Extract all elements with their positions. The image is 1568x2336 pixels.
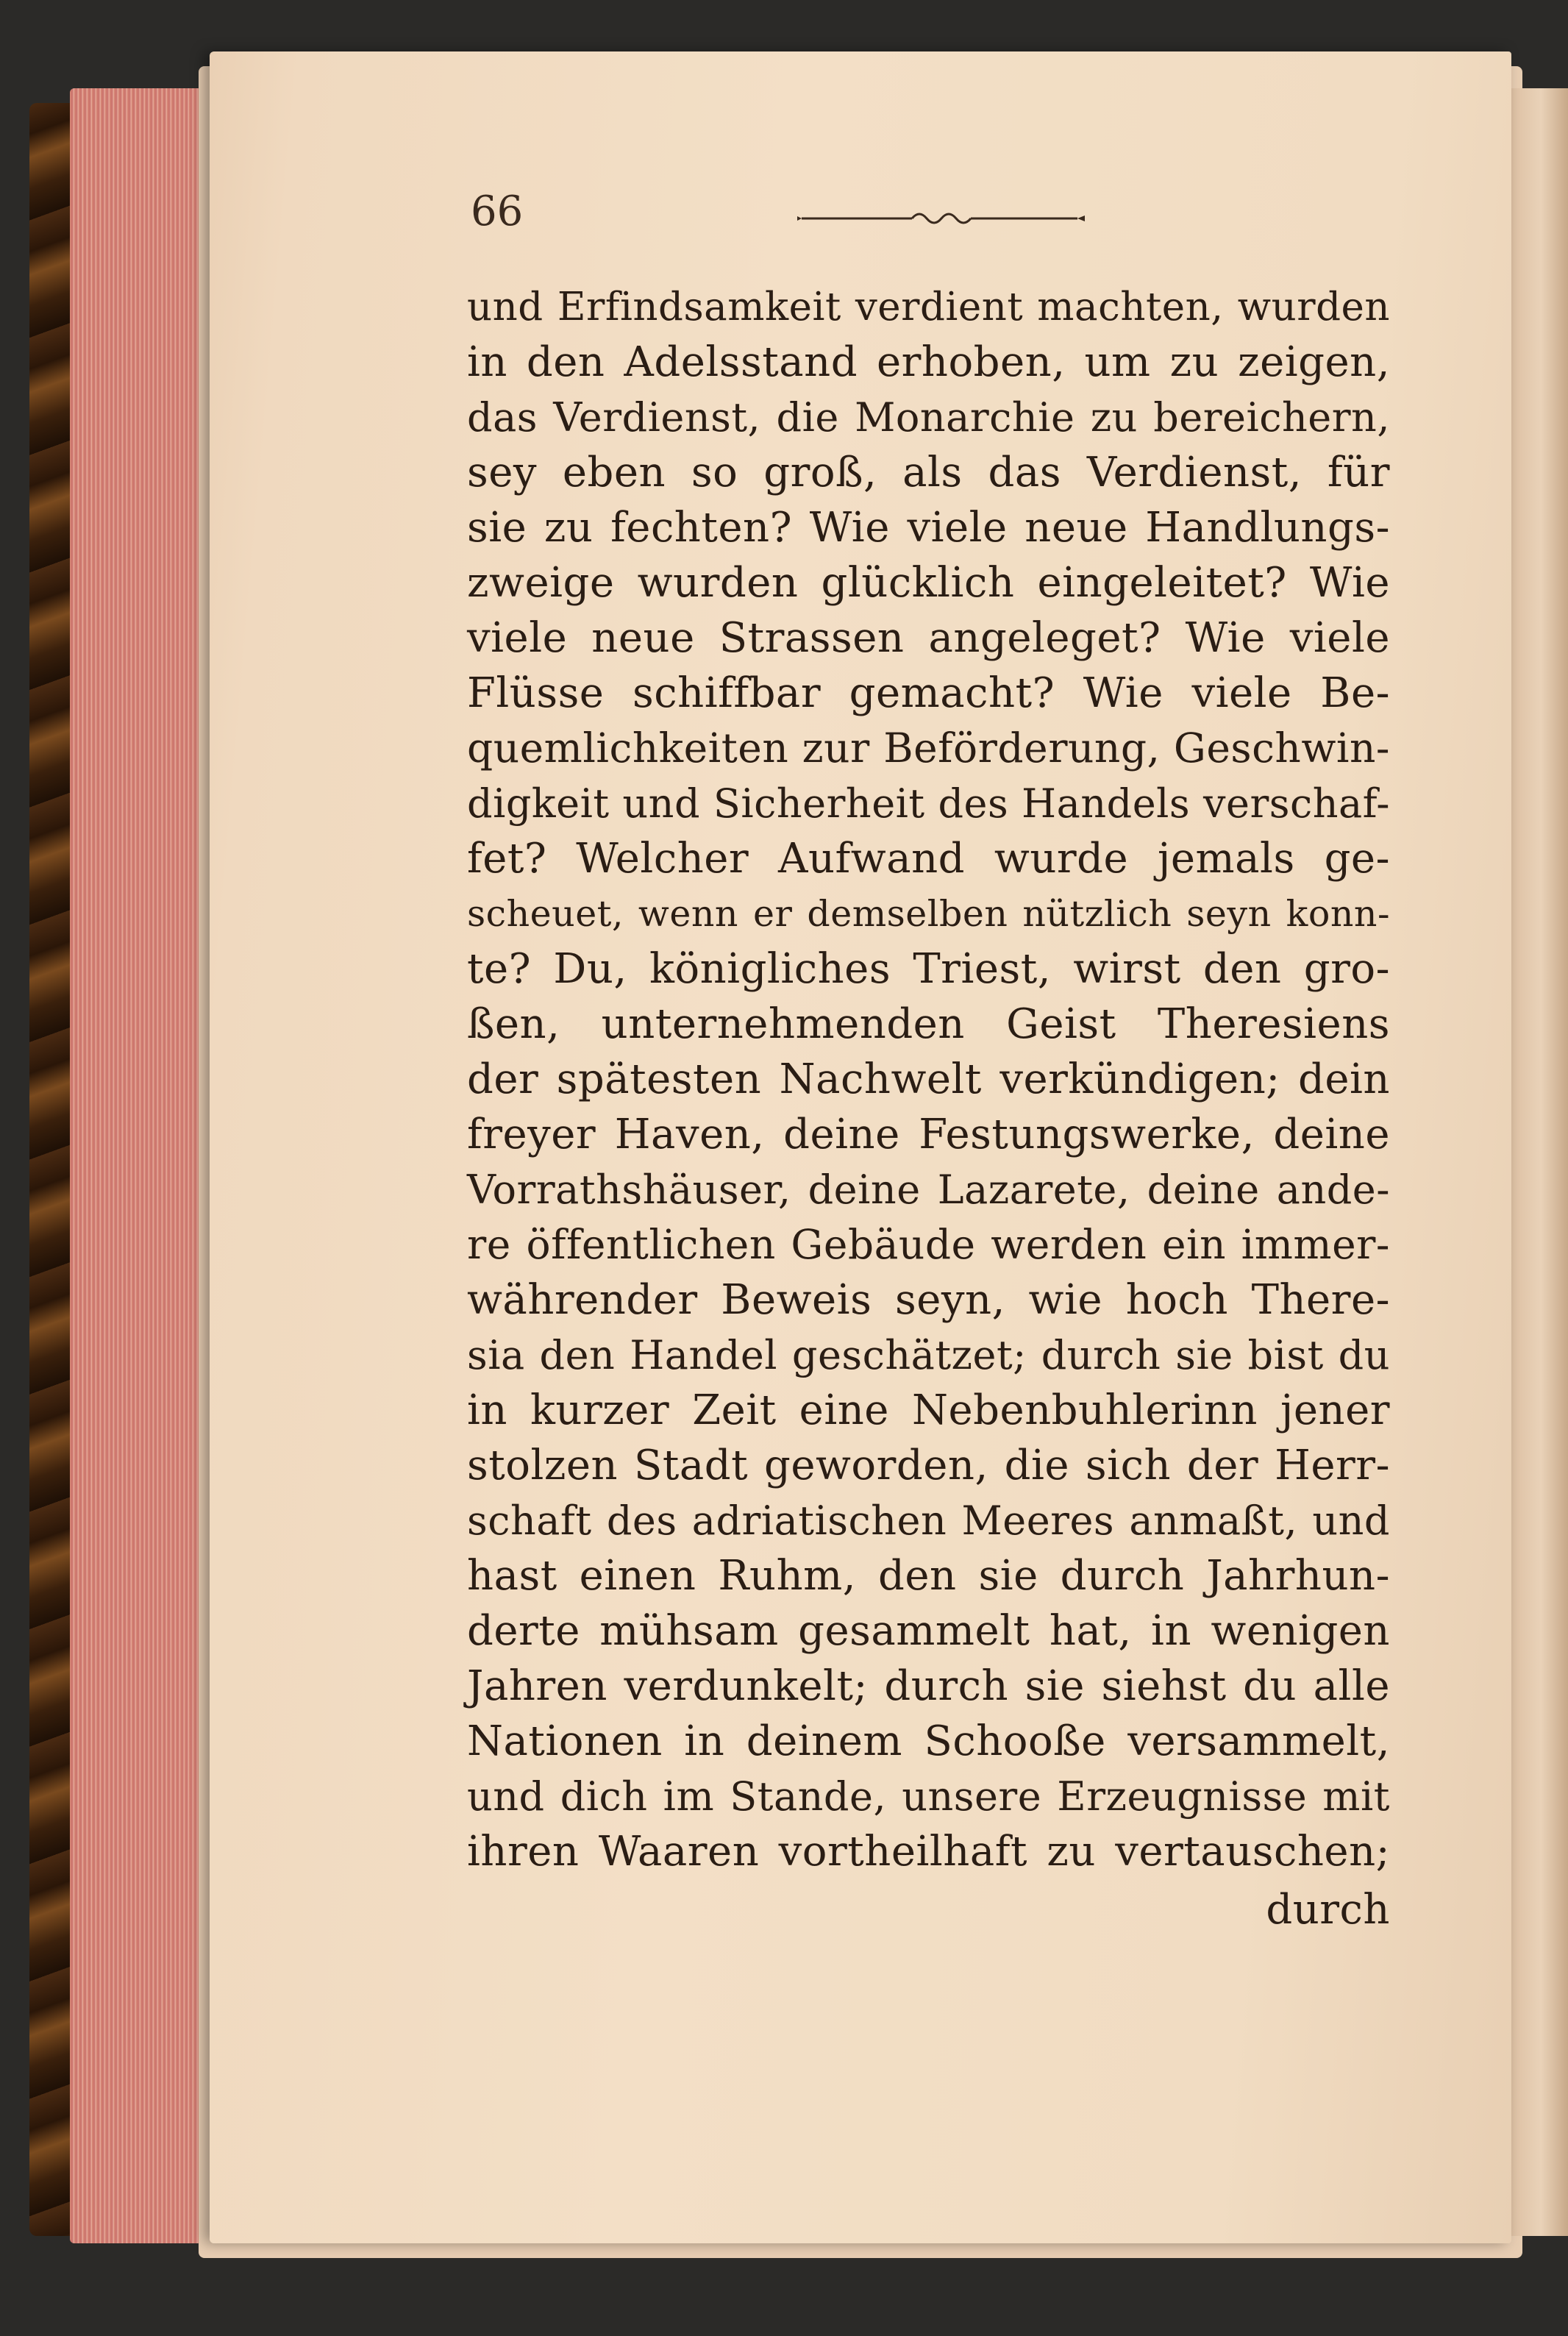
text-line: in den Adelsstand erhoben, um zu zeigen, bbox=[467, 338, 1390, 386]
text-line: derte mühsam gesammelt hat, in wenigen bbox=[467, 1607, 1390, 1655]
text-line: und dich im Stande, unsere Erzeugnisse mit bbox=[467, 1773, 1390, 1820]
text-line: und Erfindsamkeit verdient machten, wurden bbox=[467, 285, 1390, 330]
header-ornament-icon bbox=[794, 207, 1088, 229]
text-line: quemlichkeiten zur Beförderung, Geschwin- bbox=[467, 724, 1390, 772]
text-line: digkeit und Sicherheit des Handels verschaf- bbox=[467, 780, 1390, 827]
page-number: 66 bbox=[471, 188, 524, 235]
text-line: sia den Handel geschätzet; durch sie bist du bbox=[467, 1332, 1390, 1378]
text-line: zweige wurden glücklich eingeleitet? Wie bbox=[467, 559, 1390, 607]
text-line: in kurzer Zeit eine Nebenbuhlerinn jener bbox=[467, 1386, 1390, 1434]
text-line: währender Beweis seyn, wie hoch There- bbox=[467, 1276, 1390, 1324]
text-line: te? Du, königliches Triest, wirst den gro- bbox=[467, 945, 1390, 993]
catchword: durch bbox=[1266, 1886, 1390, 1934]
text-line: Vorrathshäuser, deine Lazarete, deine ande- bbox=[467, 1167, 1390, 1213]
text-line: viele neue Strassen angeleget? Wie viele bbox=[467, 614, 1390, 662]
text-line: scheuet, wenn er demselben nützlich seyn konn- bbox=[467, 893, 1390, 935]
text-line: ßen, unternehmenden Geist Theresiens bbox=[467, 1000, 1390, 1048]
text-line: fet? Welcher Aufwand wurde jemals ge- bbox=[467, 835, 1390, 883]
text-line: stolzen Stadt geworden, die sich der Herr- bbox=[467, 1442, 1390, 1489]
text-line: ihren Waaren vortheilhaft zu vertauschen; bbox=[467, 1828, 1390, 1876]
text-line: sie zu fechten? Wie viele neue Handlungs- bbox=[467, 504, 1390, 552]
text-line: das Verdienst, die Monarchie zu bereichern, bbox=[467, 394, 1390, 441]
text-line: re öffentlichen Gebäude werden ein immer- bbox=[467, 1221, 1390, 1268]
text-line: der spätesten Nachwelt verkündigen; dein bbox=[467, 1055, 1390, 1103]
text-line: Flüsse schiffbar gemacht? Wie viele Be- bbox=[467, 669, 1390, 717]
text-line: Nationen in deinem Schooße versammelt, bbox=[467, 1717, 1390, 1765]
text-line: freyer Haven, deine Festungswerke, deine bbox=[467, 1111, 1390, 1158]
text-line: sey eben so groß, als das Verdienst, für bbox=[467, 449, 1390, 496]
text-line: hast einen Ruhm, den sie durch Jahrhun- bbox=[467, 1552, 1390, 1600]
text-line: Jahren verdunkelt; durch sie siehst du alle bbox=[467, 1662, 1390, 1710]
text-line: schaft des adriatischen Meeres anmaßt, und bbox=[467, 1498, 1390, 1544]
body-text bbox=[467, 279, 1390, 1937]
